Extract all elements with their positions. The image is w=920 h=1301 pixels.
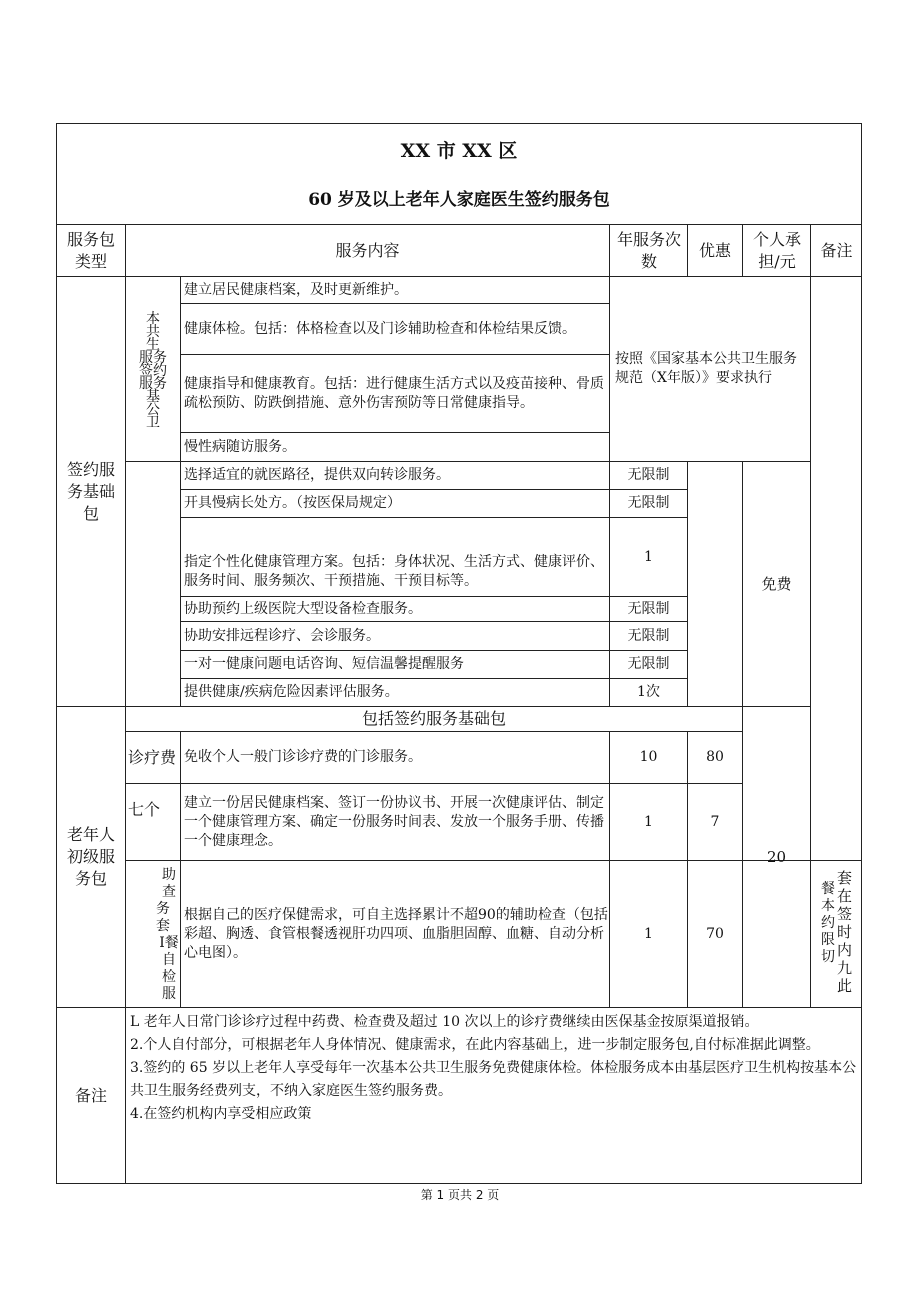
list-item: 慢性病随访服务。 bbox=[184, 438, 296, 455]
discount-cell: 80 bbox=[706, 749, 724, 765]
times-cell: 1 bbox=[644, 813, 653, 830]
header-service-content: 服务内容 bbox=[335, 241, 400, 260]
times-cell: 1次 bbox=[637, 684, 660, 700]
note-item: 3.签约的 65 岁以上老年人享受每年一次基本公共卫生服务免费健康体检。体检服务成本由基层医疗卫生机构按基本公共卫生服务经费列支，不纳入家庭医生签约服务费。 bbox=[130, 1060, 857, 1099]
table-row: 免收个人一般门诊诊疗费的门诊服务。 bbox=[184, 749, 422, 765]
table-row: 选择适宜的就医路径，提供双向转诊服务。 bbox=[184, 467, 450, 483]
note-item: 4.在签约机构内享受相应政策 bbox=[130, 1106, 312, 1122]
table-row: 根据自己的医疗保健需求，可自主选择累计不超90的辅助检查（包括彩超、胸透、食管根餐透视肝功四项、血脂胆固醇、血糖、自动分析心电图）。 bbox=[184, 906, 608, 961]
times-cell: 无限制 bbox=[627, 600, 670, 617]
sub-label-self-exam: 助 查 务套 I餐 自 检 服 bbox=[156, 866, 179, 1002]
note-item: 2.个人自付部分，可根据老年人身体情况、健康需求，在此内容基础上，进一步制定服务包,自付标准据此调整。 bbox=[130, 1037, 820, 1053]
note-item: L 老年人日常门诊诊疗过程中药费、检查费及超过 10 次以上的诊疗费继续由医保基金按原渠道报销。 bbox=[130, 1014, 759, 1030]
times-cell: 无限制 bbox=[627, 656, 670, 672]
list-item: 健康指导和健康教育。包括：进行健康生活方式以及疫苗接种、骨质疏松预防、防跌倒措施、意外伤害预防等日常健康指导。 bbox=[184, 375, 604, 411]
table-row: 指定个性化健康管理方案。包括：身体状况、生活方式、健康评价、服务时间、服务频次、干预措施、干预目标等。 bbox=[184, 554, 604, 589]
basic-personal-cost: 免费 bbox=[761, 574, 792, 593]
header-personal-cost: 个人承担/元 bbox=[752, 230, 801, 271]
list-item: 健康体检。包括：体格检查以及门诊辅助检查和体检结果反馈。 bbox=[184, 320, 576, 337]
title-line-1: XX 市 XX 区 bbox=[400, 139, 518, 162]
table-row: 协助预约上级医院大型设备检查服务。 bbox=[184, 600, 422, 617]
sub-label-seven: 七个 bbox=[128, 800, 161, 819]
public-health-note: 按照《国家基本公共卫生服务规范（X年版）》要求执行 bbox=[615, 351, 797, 386]
table-row: 协助安排远程诊疗、会诊服务。 bbox=[184, 627, 380, 644]
times-cell: 无限制 bbox=[627, 627, 670, 644]
service-package-table bbox=[56, 123, 862, 1184]
header-discount: 优惠 bbox=[698, 241, 731, 260]
header-annual-times: 年服务次数 bbox=[616, 230, 681, 271]
page-footer: 第 1 页共 2 页 bbox=[420, 1188, 500, 1202]
times-cell: 无限制 bbox=[627, 495, 670, 511]
basic-package-label: 签约服务基础包 bbox=[66, 459, 115, 523]
table-row: 一对一健康问题电话咨询、短信温馨提醒服务 bbox=[184, 656, 464, 672]
self-exam-remark: 餐 本 约 限 切 套 在 签 时 内 九 此 bbox=[820, 869, 852, 995]
public-health-sub-label: 本 共 生 服务 签约 服务 基 公 卫 bbox=[139, 310, 167, 431]
table-row: 开具慢病长处方。（按医保局规定） bbox=[184, 495, 401, 511]
discount-cell: 70 bbox=[706, 925, 724, 942]
times-cell: 1 bbox=[644, 548, 653, 565]
times-cell: 无限制 bbox=[627, 467, 670, 483]
notes-body bbox=[126, 1009, 862, 1184]
title-line-2: 60 岁及以上老年人家庭医生签约服务包 bbox=[308, 189, 610, 210]
includes-basic-package: 包括签约服务基础包 bbox=[361, 709, 506, 728]
header-package-type: 服务包类型 bbox=[66, 230, 115, 271]
table-row: 建立一份居民健康档案、签订一份协议书、开展一次健康评估、制定一个健康管理方案、确定一份服务时间表、发放一个服务手册、传播一个健康理念。 bbox=[184, 794, 604, 849]
elderly-personal-cost: 20 bbox=[766, 847, 787, 866]
times-cell: 10 bbox=[639, 749, 658, 765]
sub-label-consultation: 诊疗费 bbox=[128, 748, 177, 767]
header-remark: 备注 bbox=[820, 241, 853, 260]
discount-cell: 7 bbox=[710, 813, 720, 830]
times-cell: 1 bbox=[644, 925, 653, 942]
elderly-package-label: 老年人初级服务包 bbox=[66, 825, 115, 888]
table-row: 提供健康/疾病危险因素评估服务。 bbox=[184, 684, 399, 700]
notes-label: 备注 bbox=[74, 1086, 107, 1105]
list-item: 建立居民健康档案，及时更新维护。 bbox=[184, 281, 408, 298]
